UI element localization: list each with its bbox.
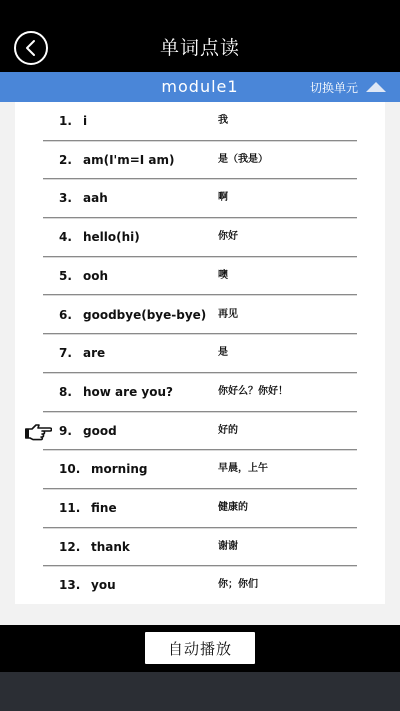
word-text: ooh	[83, 268, 109, 283]
word-number: 11.	[59, 501, 81, 515]
switch-unit-label: 切换单元	[309, 80, 358, 95]
word-row[interactable]	[15, 218, 385, 257]
module-name: module1	[161, 77, 239, 96]
word-row[interactable]	[15, 528, 385, 567]
triangle-up-icon	[366, 82, 386, 92]
word-meaning: 你好	[218, 231, 238, 243]
word-row[interactable]	[15, 102, 385, 141]
word-row[interactable]	[15, 257, 385, 296]
word-number: 6.	[59, 307, 72, 322]
word-row[interactable]	[15, 412, 385, 451]
word-number: 2.	[59, 152, 72, 167]
word-list	[15, 102, 385, 604]
word-meaning: 谢谢	[218, 540, 238, 552]
word-meaning: 好的	[218, 424, 238, 436]
word-number: 12.	[59, 539, 81, 554]
word-number: 5.	[59, 268, 72, 283]
word-number: 7.	[59, 346, 72, 361]
word-number: 3.	[59, 191, 72, 206]
word-number: 9.	[59, 423, 72, 438]
word-number: 8.	[59, 384, 72, 399]
word-meaning: 健康的	[218, 502, 248, 513]
word-text: goodbye(bye-bye)	[83, 307, 207, 322]
word-meaning: 我	[218, 115, 228, 126]
word-text: how are you?	[83, 384, 173, 399]
word-text: i	[83, 114, 88, 128]
word-text: you	[91, 578, 116, 593]
word-text: thank	[91, 539, 130, 554]
word-text: fine	[91, 501, 117, 515]
word-number: 10.	[59, 462, 81, 477]
word-text: morning	[91, 462, 148, 477]
word-number: 13.	[59, 578, 81, 593]
word-meaning: 再见	[218, 308, 238, 320]
system-nav-bar	[0, 672, 400, 711]
word-text: aah	[83, 191, 108, 206]
word-text: good	[83, 423, 117, 438]
word-meaning: 你好么？你好！	[218, 385, 288, 397]
word-text: are	[83, 346, 106, 361]
module-bar	[0, 72, 400, 102]
header-bar	[0, 0, 400, 72]
word-row[interactable]	[15, 489, 385, 528]
word-row[interactable]	[15, 450, 385, 489]
word-meaning: 你；你们	[218, 579, 258, 591]
word-meaning: 是（我是）	[218, 153, 268, 165]
word-text: am(I'm=I am)	[83, 152, 175, 167]
word-meaning: 是	[218, 347, 228, 359]
word-row[interactable]	[15, 334, 385, 373]
word-row[interactable]	[15, 373, 385, 412]
word-row[interactable]	[15, 179, 385, 218]
word-row[interactable]	[15, 141, 385, 180]
word-row[interactable]	[15, 296, 385, 335]
word-number: 1.	[59, 114, 72, 128]
page-title: 单词点读	[159, 37, 240, 59]
word-meaning: 噢	[218, 269, 228, 281]
word-number: 4.	[59, 230, 72, 245]
word-text: hello(hi)	[83, 230, 140, 245]
word-row[interactable]	[15, 566, 385, 604]
word-meaning: 早晨，上午	[218, 463, 268, 475]
word-meaning: 啊	[218, 192, 228, 204]
autoplay-button[interactable]: 自动播放	[145, 632, 255, 664]
switch-unit-button[interactable]	[310, 72, 386, 102]
pointing-hand-icon	[24, 422, 52, 442]
